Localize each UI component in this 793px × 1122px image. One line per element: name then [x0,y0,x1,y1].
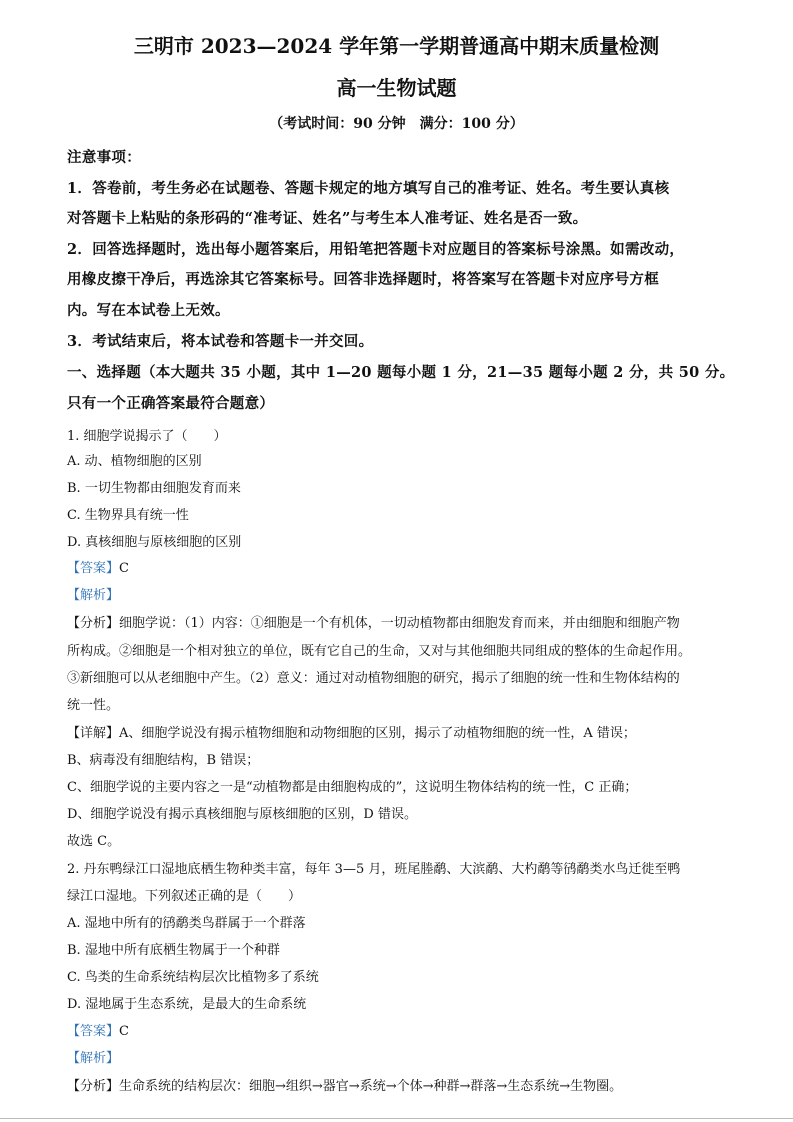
q1-fenxi-line: ③新细胞可以从老细胞中产生。（2）意义：通过对动植物细胞的研究，揭示了细胞的统一性和生物体结构的 [67,671,680,686]
question-1-stem: 1. 细胞学说揭示了（ ） [67,429,227,444]
q1-fenxi-line: 统一性。 [67,698,120,713]
answer-value: C [119,1024,129,1039]
page-bottom-divider [0,1118,793,1119]
q1-fenxi [67,612,680,631]
answer-tag: 【答案】 [67,561,120,576]
q1-xiangjie-line: C、细胞学说的主要内容之一是“动植物都是由细胞构成的”，这说明生物体结构的统一性，C 正确； [67,780,638,795]
q2-analysis-tag: 【解析】 [67,1051,120,1066]
q1-xiangjie-line: B、病毒没有细胞结构，B 错误； [67,753,260,768]
fenxi-text: 细胞学说：（1）内容：①细胞是一个有机体，一切动植物都由细胞发育而来，并由细胞和细胞产物 [119,616,680,631]
q1-conclusion: 故选 C。 [67,834,121,849]
q2-option-b: B. 湿地中所有底栖生物属于一个种群 [67,943,280,958]
note-line: 对答题卡上粘贴的条形码的“准考证、姓名”与考生本人准考证、姓名是否一致。 [67,210,588,227]
fenxi-tag: 【分析】 [67,616,120,631]
question-2-stem: 2. 丹东鸭绿江口湿地底栖生物种类丰富，每年 3—5 月，班尾塍鹬、大滨鹬、大杓鹬等鸻鹬类水鸟迁徙至鸭 [67,862,681,877]
section-heading: 一、选择题（本大题共 35 小题，其中 1—20 题每小题 1 分，21—35 题每小题 2 分，共 50 分。 [67,364,735,381]
exam-subtitle: 高一生物试题 [336,76,457,100]
q2-option-a: A. 湿地中所有的鸻鹬类鸟群属于一个群落 [67,916,306,931]
fenxi-text: 生命系统的结构层次：细胞→组织→器官→系统→个体→种群→群落→生态系统→生物圈。 [119,1079,623,1094]
note-line: 2．回答选择题时，选出每小题答案后，用铅笔把答题卡对应题目的答案标号涂黑。如需改动， [67,241,685,258]
q2-option-d: D. 湿地属于生态系统，是最大的生命系统 [67,997,307,1012]
question-2-stem-cont: 绿江口湿地。下列叙述正确的是（ ） [67,889,302,904]
q1-xiangjie-line: D、细胞学说没有揭示真核细胞与原核细胞的区别，D 错误。 [67,807,417,822]
xiangjie-tag: 【详解】 [67,726,120,741]
note-line: 用橡皮擦干净后，再选涂其它答案标号。回答非选择题时，将答案写在答题卡对应序号方框 [67,271,659,288]
note-line: 1．答卷前，考生务必在试题卷、答题卡规定的地方填写自己的准考证、姓名。考生要认真核 [67,180,670,197]
q1-option-a: A. 动、植物细胞的区别 [67,454,202,469]
q1-analysis-tag: 【解析】 [67,588,120,603]
answer-value: C [119,561,129,576]
q2-answer [67,1020,129,1039]
answer-tag: 【答案】 [67,1024,120,1039]
q1-option-b: B. 一切生物都由细胞发育而来 [67,481,241,496]
note-line: 内。写在本试卷上无效。 [67,302,230,319]
fenxi-tag: 【分析】 [67,1079,120,1094]
q1-answer [67,557,129,576]
q1-xiangjie [67,722,636,741]
q1-fenxi-line: 所构成。②细胞是一个相对独立的单位，既有它自己的生命，又对与其他细胞共同组成的整体的生命起作用。 [67,644,692,659]
section-heading-cont: 只有一个正确答案最符合题意） [67,395,275,412]
note-line: 3．考试结束后，将本试卷和答题卡一并交回。 [67,333,374,350]
notes-heading: 注意事项： [67,149,141,166]
xiangjie-text: A、细胞学说没有揭示植物细胞和动物细胞的区别，揭示了动植物细胞的统一性，A 错误； [119,726,636,741]
q2-option-c: C. 鸟类的生命系统结构层次比植物多了系统 [67,970,319,985]
q2-fenxi [67,1075,622,1094]
q1-option-d: D. 真核细胞与原核细胞的区别 [67,535,242,550]
exam-info: （考试时间：90 分钟 满分：100 分） [269,116,524,132]
exam-title: 三明市 2023—2024 学年第一学期普通高中期末质量检测 [133,34,660,58]
q1-option-c: C. 生物界具有统一性 [67,508,189,523]
